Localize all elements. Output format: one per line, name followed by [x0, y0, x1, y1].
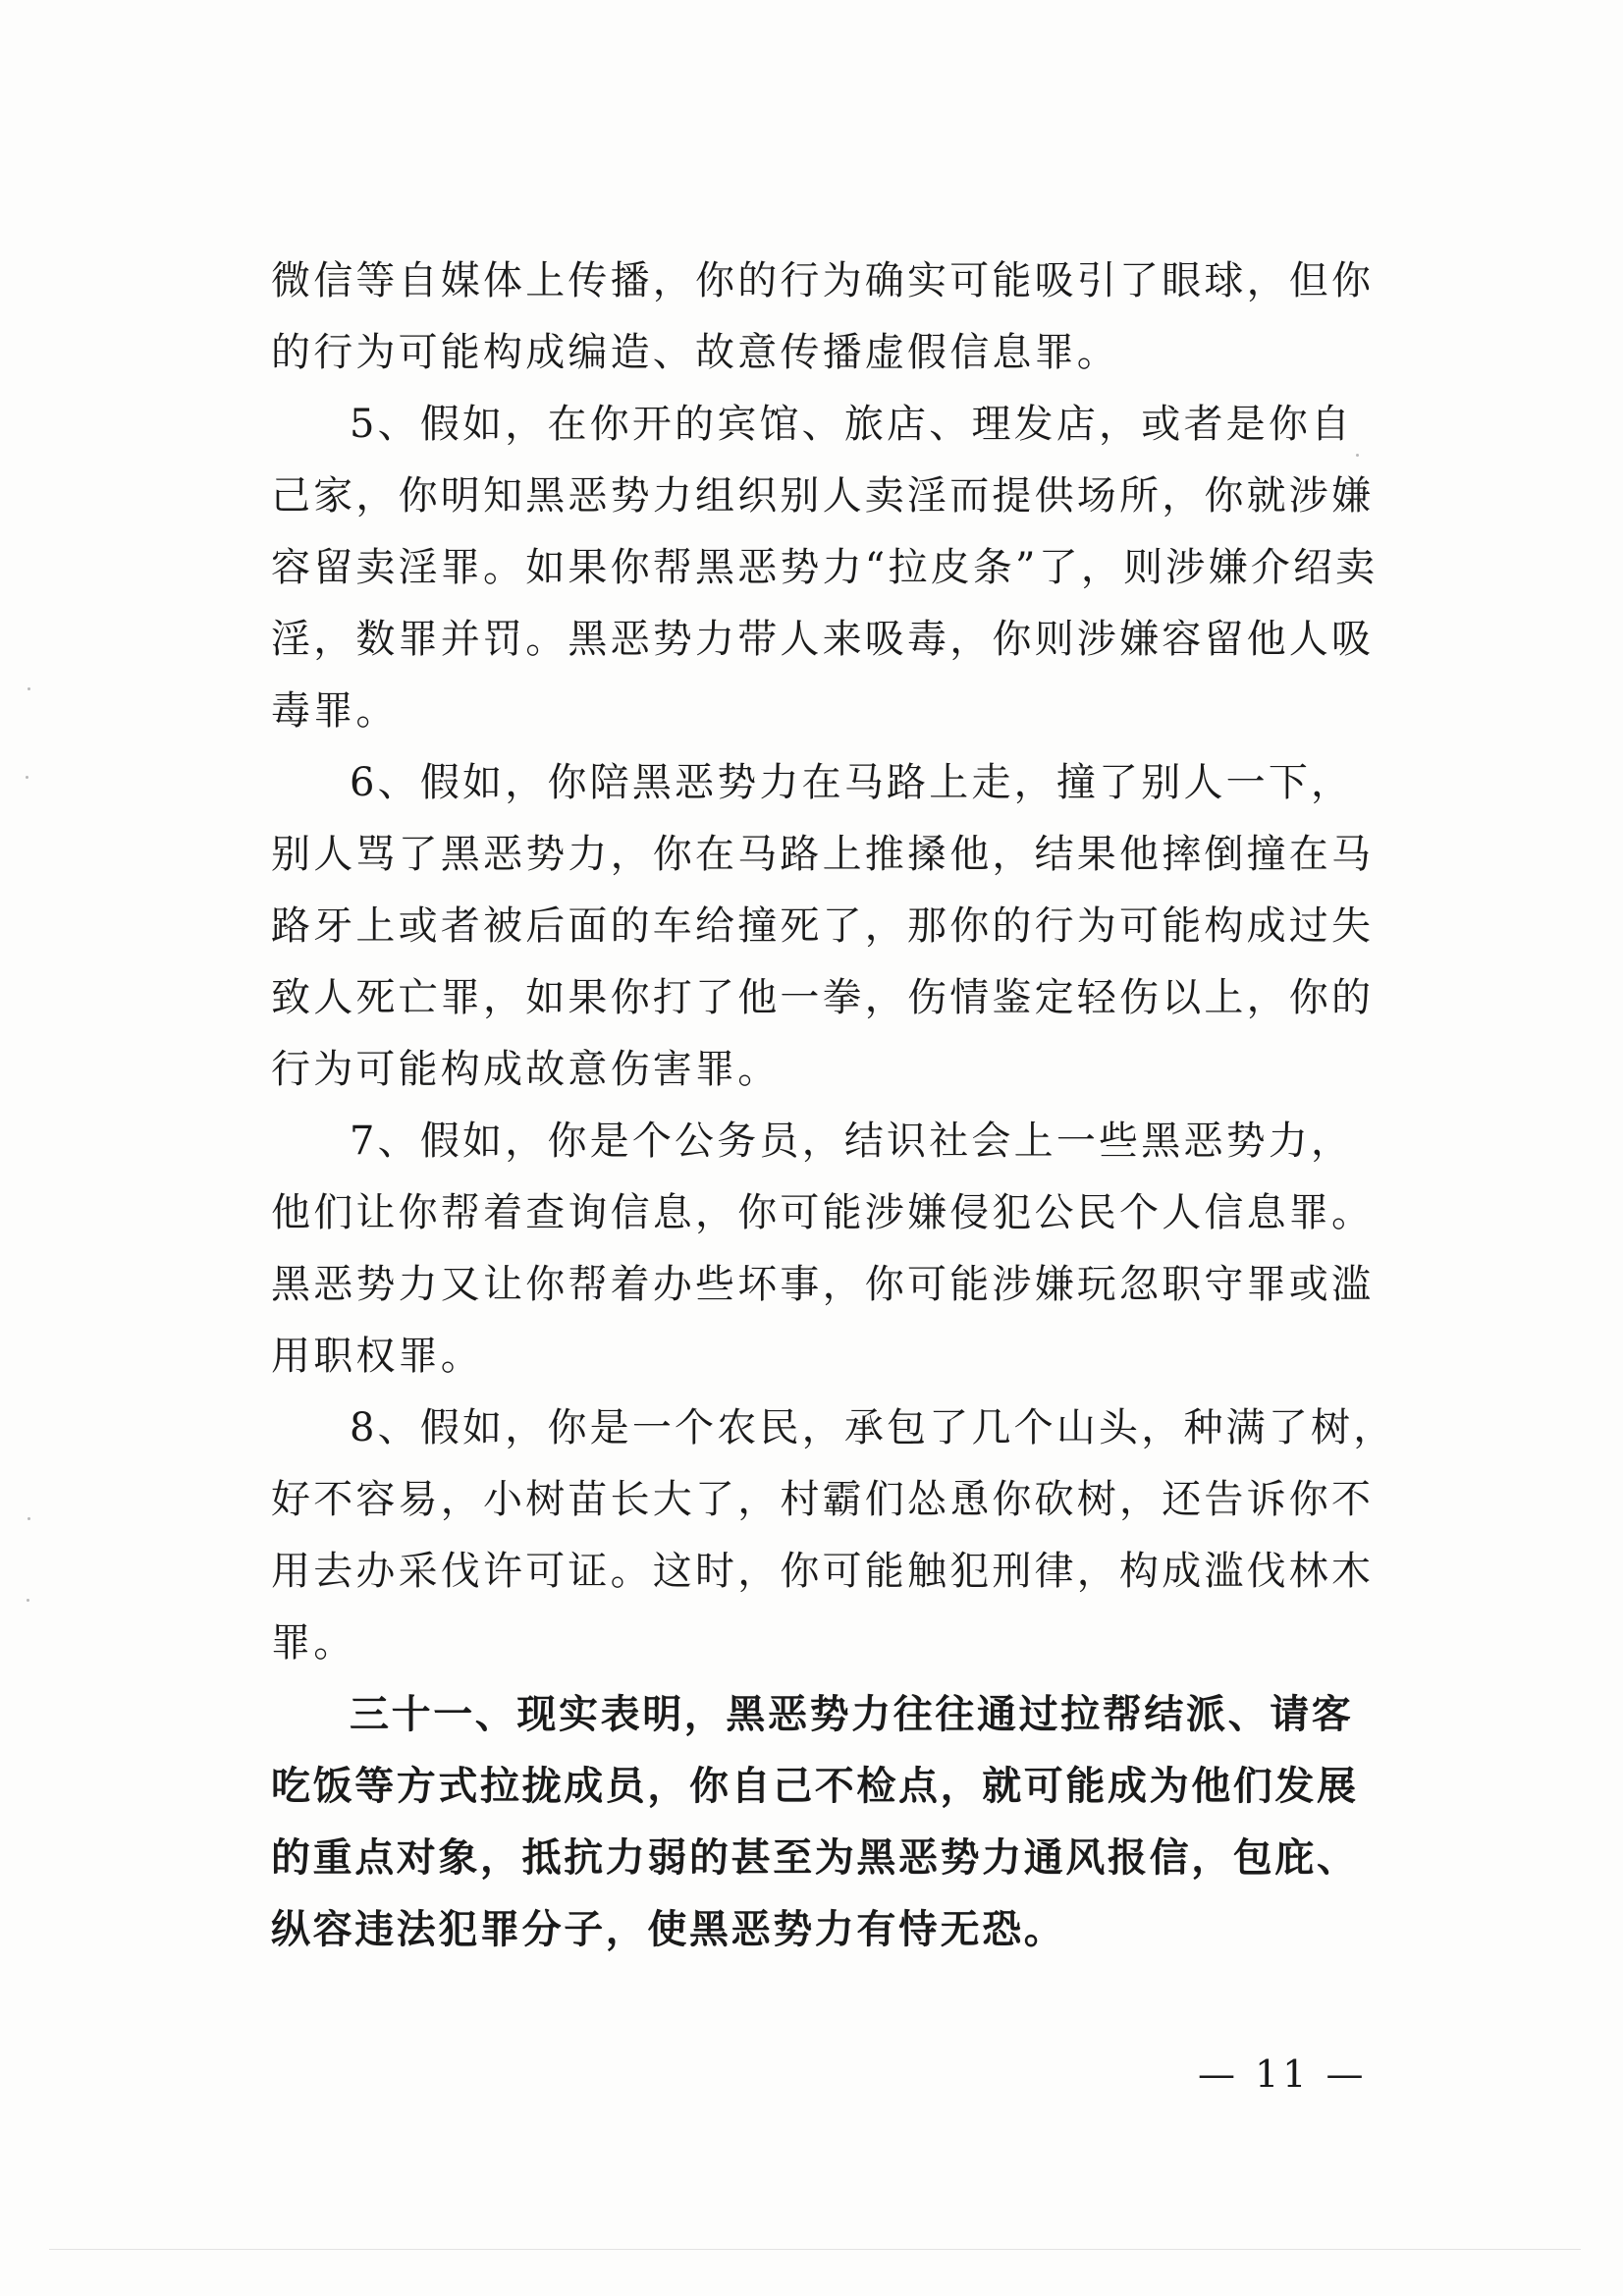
paragraph-line: 7、假如，你是个公务员，结识社会上一些黑恶势力， [350, 1119, 1354, 1164]
paragraph-line: 用去办采伐许可证。这时，你可能触犯刑律，构成滥伐林木 [271, 1549, 1375, 1594]
scan-speck [1356, 454, 1359, 457]
bold-paragraph-line: 纵容违法犯罪分子，使黑恶势力有恃无恐。 [271, 1907, 1066, 1952]
paragraph-line: 5、假如，在你开的宾馆、旅店、理发店，或者是你自 [350, 402, 1354, 447]
scan-speck [27, 687, 30, 690]
paragraph-line: 淫，数罪并罚。黑恶势力带人来吸毒，你则涉嫌容留他人吸 [271, 617, 1375, 662]
scan-edge-line [49, 2249, 1581, 2250]
scan-speck [27, 1599, 29, 1602]
paragraph-line: 好不容易，小树苗长大了，村霸们怂恿你砍树，还告诉你不 [271, 1477, 1375, 1522]
paragraph-line: 己家，你明知黑恶势力组织别人卖淫而提供场所，你就涉嫌 [271, 473, 1375, 519]
page-number: — 11 — [1198, 2052, 1368, 2096]
bold-paragraph-line: 三十一、现实表明，黑恶势力往往通过拉帮结派、请客 [350, 1692, 1354, 1737]
paragraph-line: 他们让你帮着查询信息，你可能涉嫌侵犯公民个人信息罪。 [271, 1190, 1375, 1235]
paragraph-line: 行为可能构成故意伤害罪。 [271, 1047, 781, 1092]
scan-speck [27, 1517, 30, 1520]
paragraph-line: 路牙上或者被后面的车给撞死了，那你的行为可能构成过失 [271, 903, 1375, 949]
bold-paragraph-line: 吃饭等方式拉拢成员，你自己不检点，就可能成为他们发展 [271, 1764, 1359, 1809]
paragraph-line: 毒罪。 [271, 688, 399, 734]
paragraph-line: 用职权罪。 [271, 1334, 483, 1379]
paragraph-line: 罪。 [271, 1620, 356, 1666]
paragraph-line: 黑恶势力又让你帮着办些坏事，你可能涉嫌玩忽职守罪或滥 [271, 1262, 1375, 1307]
paragraph-line: 别人骂了黑恶势力，你在马路上推搡他，结果他摔倒撞在马 [271, 832, 1375, 877]
paragraph-line: 的行为可能构成编造、故意传播虚假信息罪。 [271, 330, 1119, 375]
paragraph-line: 8、假如，你是一个农民，承包了几个山头，种满了树， [350, 1405, 1396, 1450]
paragraph-line: 致人死亡罪，如果你打了他一拳，伤情鉴定轻伤以上，你的 [271, 975, 1375, 1020]
paragraph-line: 微信等自媒体上传播，你的行为确实可能吸引了眼球，但你 [271, 258, 1375, 303]
paragraph-line: 容留卖淫罪。如果你帮黑恶势力“拉皮条”了，则涉嫌介绍卖 [271, 545, 1379, 590]
paragraph-line: 6、假如，你陪黑恶势力在马路上走，撞了别人一下， [350, 760, 1354, 805]
scan-speck [26, 776, 28, 779]
bold-paragraph-line: 的重点对象，抵抗力弱的甚至为黑恶势力通风报信，包庇、 [271, 1835, 1359, 1881]
